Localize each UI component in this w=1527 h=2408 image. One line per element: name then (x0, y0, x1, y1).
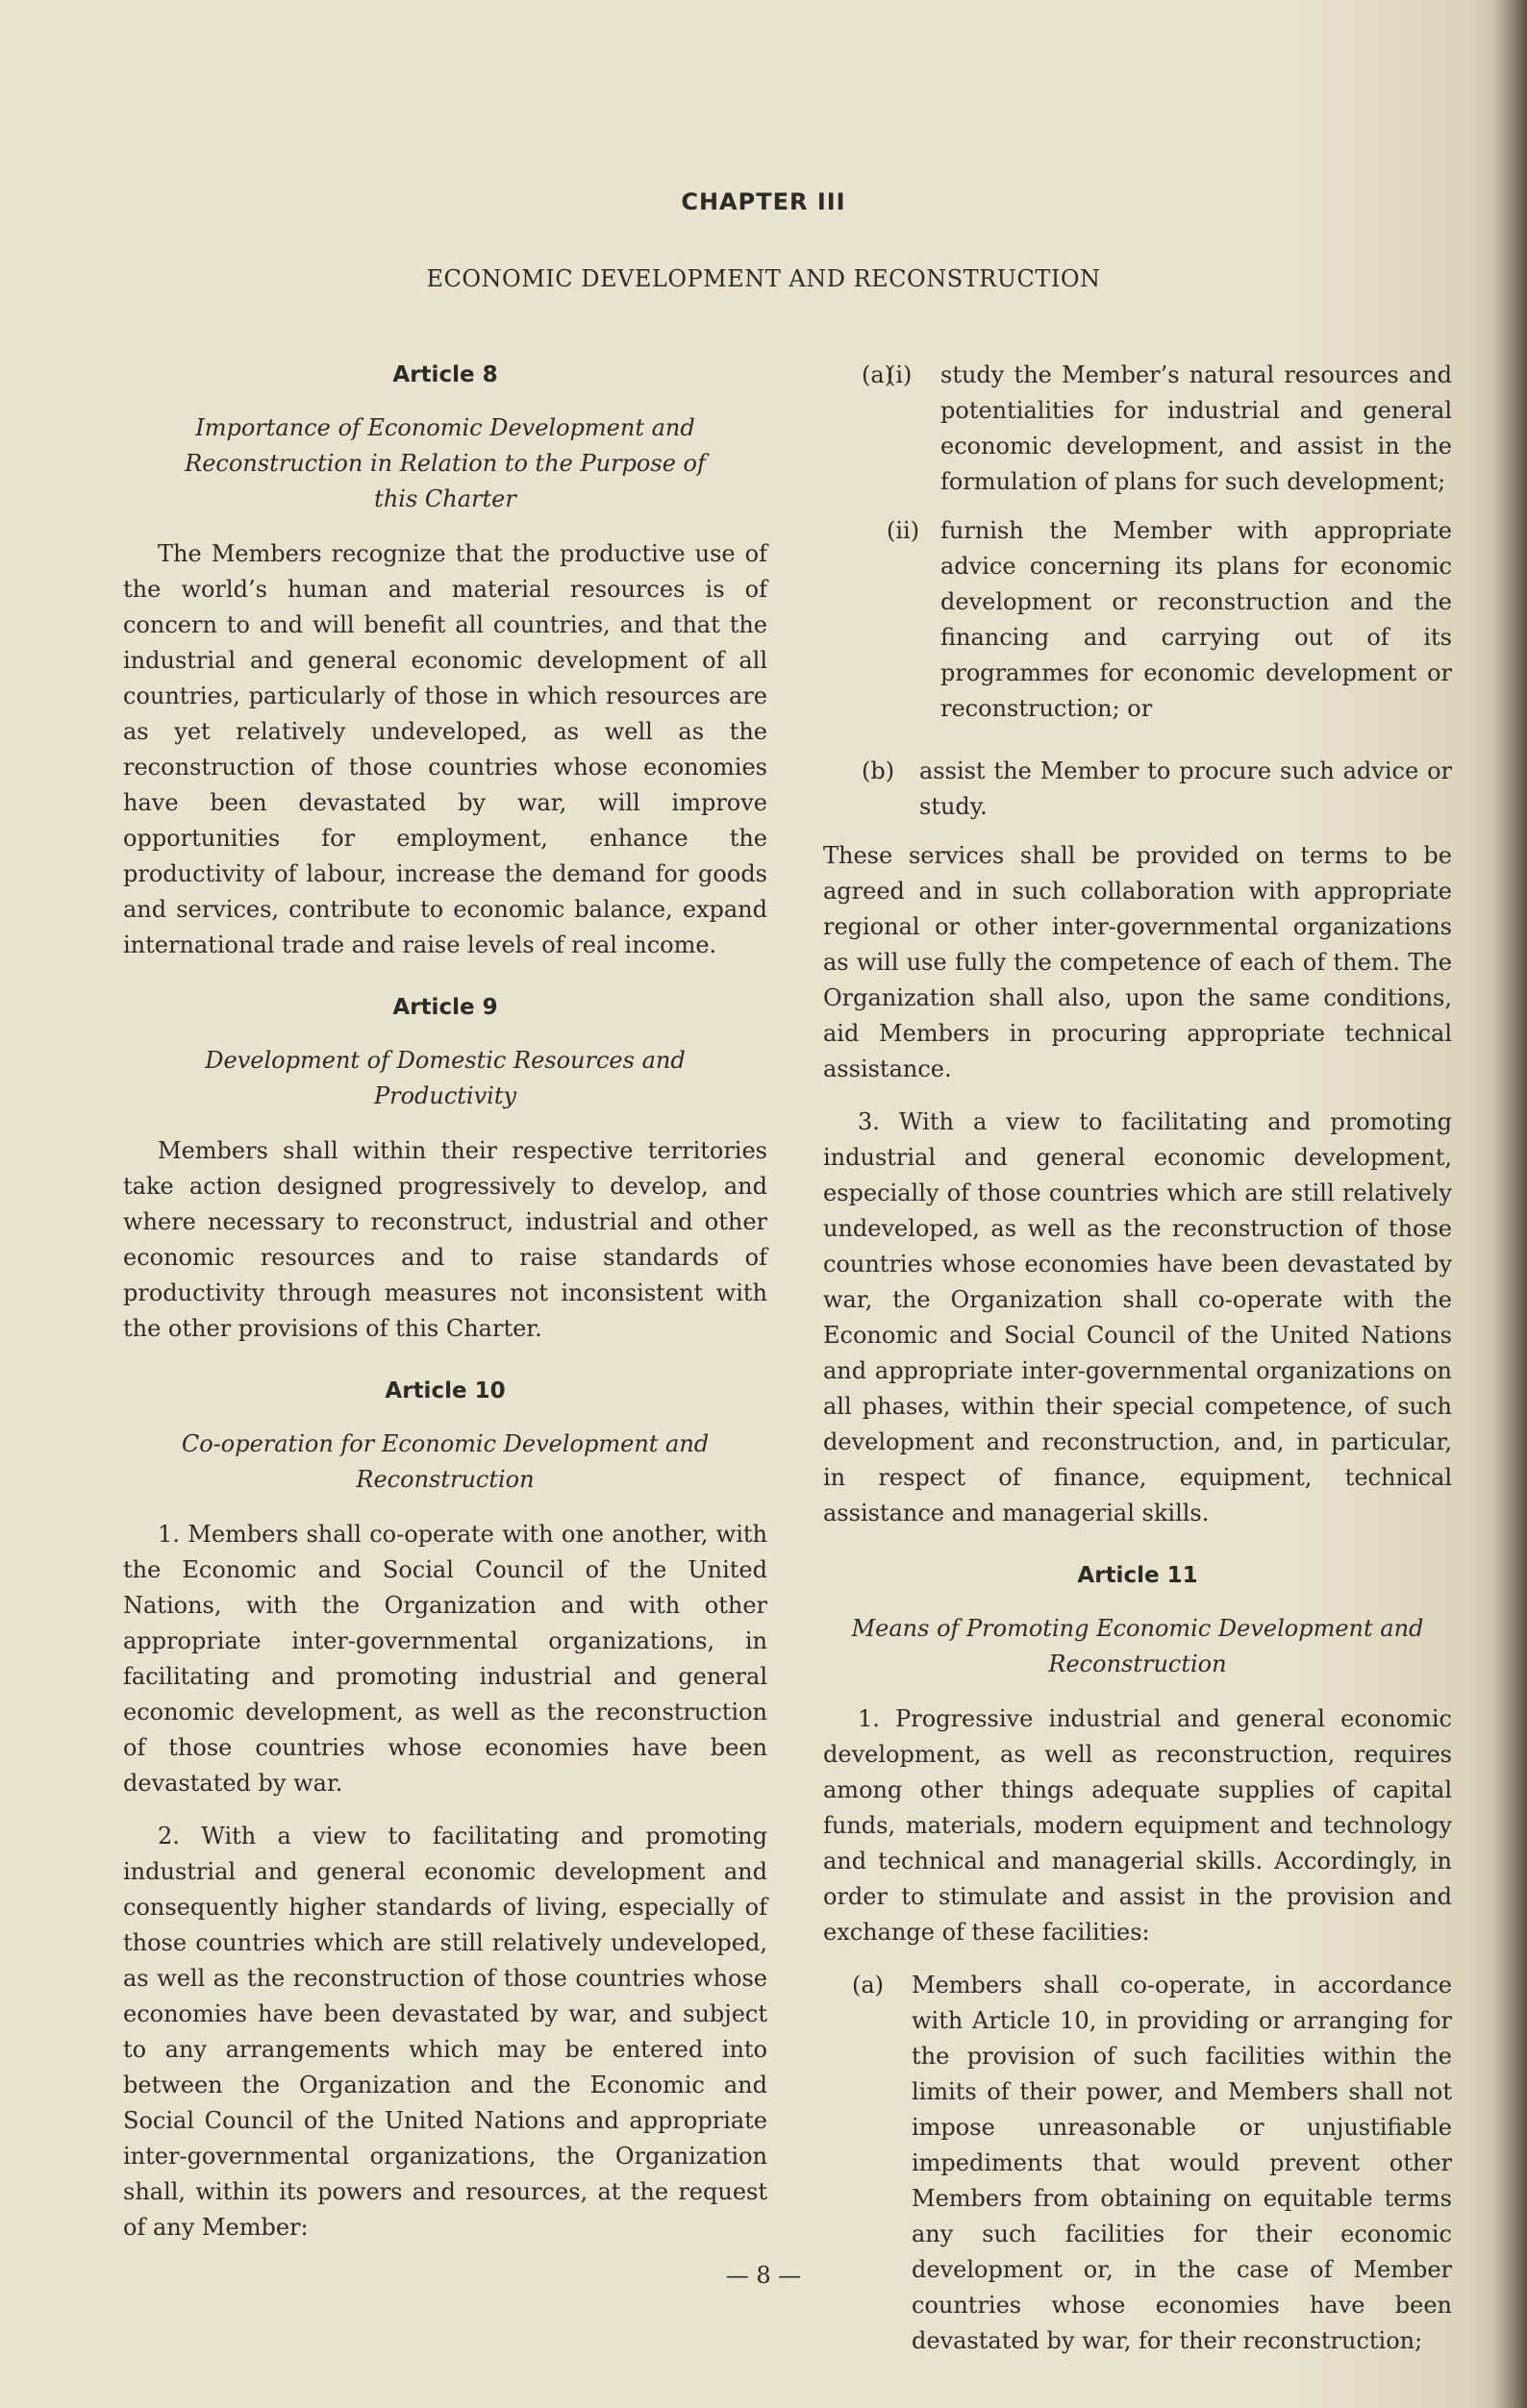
left-column (123, 358, 767, 2263)
article-9-heading: Article 9 (392, 995, 498, 1020)
article-9-title: Development of Domestic Resources and Productivity (205, 1047, 686, 1109)
item-b-text: assist the Member to procure such advice or study. (919, 757, 1452, 820)
article-10-paragraph-1: 1. Members shall co-operate with one another, with the Economic and Social Council of the United Nations, with the Organization and with other appropriate inter-governmental organizations, in facilitating and promoting industrial and general economic development, as well as the reconstruction of those countries whose economies have been devastated by war. (123, 1521, 767, 1797)
article-10-services-paragraph: These services shall be provided on terms to be agreed and in such collaboration with appropriate regional or other inter-governmental organizations as will use fully the competence of each of them. The Organization shall also, upon the same conditions, aid Members in procuring appropriate technical assistance. (823, 842, 1452, 1082)
article-11-heading: Article 11 (1077, 1563, 1198, 1588)
chapter-title: ECONOMIC DEVELOPMENT AND RECONSTRUCTION (426, 265, 1101, 292)
article-8-paragraph: The Members recognize that the productive use of the world’s human and material resources is of concern to and will benefit all countries, and that the industrial and general economic development of all countries, particularly of those in which resources are as yet relatively undeveloped, as well as the reconstruction of those countries whose economies have been devastated by war, will improve opportunities for employment, enhance the productivity of labour, increase the demand for goods and services, contribute to economic balance, expand international trade and raise levels of real income. (123, 540, 767, 958)
article-10-heading: Article 10 (385, 1378, 506, 1403)
item-a-ii-text: furnish the Member with appropriate advice concerning its plans for economic development or reconstruction and the financing and carrying out of its programmes for economic development or reconstruction; or (940, 517, 1452, 722)
article-11-item-a-text: Members shall co-operate, in accordance with Article 10, in providing or arranging for the provision of such facilities within the limits of their power, and Members shall not impose unreasonable or unjustifiable impediments that would prevent other Members from obtaining on equitable terms any such facilities for their economic development or, in the case of Member countries whose economies have been devastated by war, for their reconstruction; (912, 1972, 1452, 2354)
article-10-item-b (823, 754, 1452, 825)
article-10-paragraph-2: 2. With a view to facilitating and promoting industrial and general economic development and consequently higher standards of living, especially of those countries which are still relatively undeveloped, as well as the reconstruction of those countries whose economies have been devastated by war, and subject to any arrangements which may be entered into between the Organization and the Economic and Social Council of the United Nations and appropriate inter-governmental organizations, the Organization shall, within its powers and resources, at the request of any Member: (123, 1823, 767, 2241)
article-8-heading: Article 8 (392, 362, 498, 387)
article-11-paragraph-1: 1. Progressive industrial and general economic development, as well as reconstruction, requires among other things adequate supplies of capital funds, materials, modern equipment and technology and technical and managerial skills. Accordingly, in order to stimulate and assist in the provision and exchange of these facilities: (823, 1705, 1452, 1946)
article-11-item-a-label: (a) (852, 1972, 885, 1998)
page-number: — 8 — (725, 2262, 802, 2289)
item-b-label: (b) (862, 757, 895, 784)
article-8-title: Importance of Economic Development and Reconstruction in Relation to the Purpose of this Charter (185, 414, 706, 512)
item-a-label: (a) (862, 361, 894, 388)
right-column (823, 358, 1452, 2372)
item-a-i-label: (i) (887, 361, 913, 388)
article-10-item-a (823, 358, 1452, 740)
book-spine-edge (1494, 0, 1527, 2408)
article-10-item-a-i (887, 358, 1452, 500)
article-11-item-a (823, 1968, 1452, 2359)
article-10-title: Co-operation for Economic Development and Reconstruction (181, 1430, 710, 1493)
article-9-paragraph: Members shall within their respective territories take action designed progressively to develop, and where necessary to reconstruct, industrial and other economic resources and to raise standards of productivity through measures not inconsistent with the other provisions of this Charter. (123, 1137, 767, 1342)
article-10-paragraph-3: 3. With a view to facilitating and promoting industrial and general economic development, especially of those countries which are still relatively undeveloped, as well as the reconstruction of those countries whose economies have been devastated by war, the Organization shall co-operate with the Economic and Social Council of the United Nations and appropriate inter-governmental organizations on all phases, within their special competence, of such development and reconstruction, and, in particular, in respect of finance, equipment, technical assistance and managerial skills. (823, 1108, 1452, 1527)
chapter-heading: CHAPTER III (681, 188, 846, 215)
article-10-item-a-ii (887, 513, 1452, 727)
article-11-title: Means of Promoting Economic Development and Reconstruction (851, 1615, 1424, 1677)
item-a-ii-label: (ii) (887, 517, 920, 544)
item-a-i-text: study the Member’s natural resources and potentialities for industrial and general economic development, and assist in the formulation of plans for such development; (940, 361, 1452, 495)
